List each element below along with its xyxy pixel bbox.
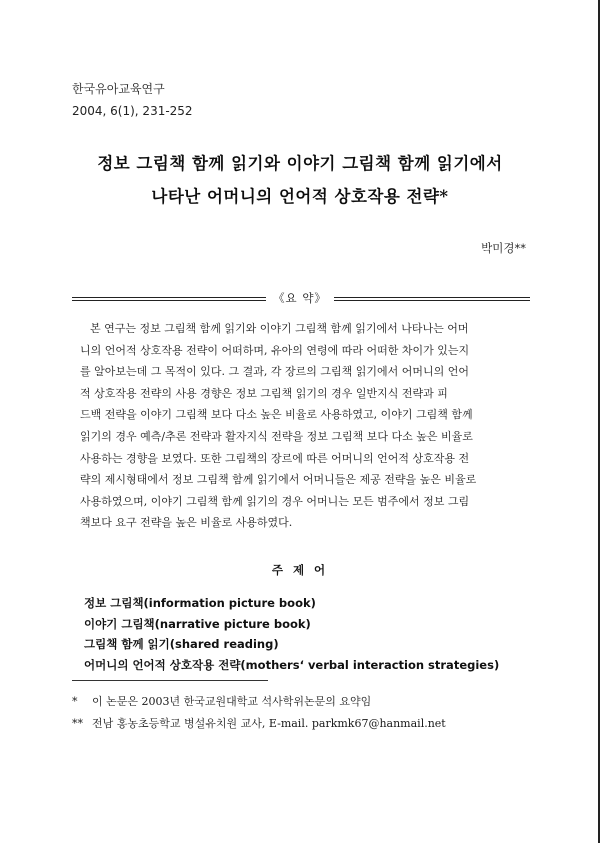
abstract-line: 책보다 요구 전략을 높은 비율로 사용하였다. xyxy=(80,516,293,530)
abstract-line: 읽기의 경우 예측/추론 전략과 활자지식 전략을 정보 그림책 보다 다소 높은 비율로 xyxy=(80,429,473,443)
footnote-2 xyxy=(72,713,446,735)
abstract-line: 적 상호작용 전략의 사용 경향은 정보 그림책 읽기의 경우 일반지식 전략과 피 xyxy=(80,386,448,400)
abstract-body xyxy=(80,318,530,534)
journal-name: 한국유아교육연구 xyxy=(72,82,165,96)
title-line-1: 정보 그림책 함께 읽기와 이야기 그림책 함께 읽기에서 xyxy=(97,154,503,173)
footnote-rule xyxy=(72,680,268,681)
title-line-2: 나타난 어머니의 언어적 상호작용 전략* xyxy=(151,187,449,206)
abstract-rule-left xyxy=(72,297,266,301)
author-name: 박미경** xyxy=(481,241,526,255)
abstract-line: 본 연구는 정보 그림책 함께 읽기와 이야기 그림책 함께 읽기에서 나타나는 어머 xyxy=(90,322,469,335)
abstract-heading: 《요 약》 xyxy=(273,291,327,305)
abstract-line: 사용하였으며, 이야기 그림책 함께 읽기의 경우 어머니는 모든 범주에서 정보 그림 xyxy=(80,494,470,508)
abstract-line: 드백 전략을 이야기 그림책 보다 다소 높은 비율로 사용하였고, 이야기 그림책 함께 xyxy=(80,408,473,422)
abstract-line: 니의 언어적 상호작용 전략이 어떠하며, 유아의 연령에 따라 어떠한 차이가 있는지 xyxy=(80,343,470,357)
abstract-line: 략의 제시형태에서 정보 그림책 함께 읽기에서 어머니들은 제공 전략을 높은 비율로 xyxy=(80,473,477,487)
abstract-line: 를 알아보는데 그 목적이 있다. 그 결과, 각 장르의 그림책 읽기에서 어머니의 언어 xyxy=(80,365,469,379)
abstract-line: 사용하는 경향을 보였다. 또한 그림책의 장르에 따른 어머니의 언어적 상호작용 전 xyxy=(80,451,470,465)
footnote-1 xyxy=(72,691,446,713)
journal-info xyxy=(72,78,193,122)
footnotes xyxy=(72,691,446,735)
keyword-item: 정보 그림책(information picture book) xyxy=(84,596,316,610)
journal-citation: 2004, 6(1), 231-252 xyxy=(72,104,193,118)
footnote-text: 전남 홍농초등학교 병설유치원 교사, E-mail. parkmk67@hanmail.net xyxy=(92,717,446,730)
abstract-rule-right xyxy=(334,297,530,301)
keywords-heading: 주 제 어 xyxy=(271,563,329,577)
footnote-mark: * xyxy=(72,695,78,708)
keyword-item: 이야기 그림책(narrative picture book) xyxy=(84,616,311,631)
keyword-item: 그림책 함께 읽기(shared reading) xyxy=(84,637,279,651)
footnote-mark: ** xyxy=(72,717,83,730)
keyword-item: 어머니의 언어적 상호작용 전략(mothers‘ verbal interaction strategies) xyxy=(84,657,500,672)
keywords-list xyxy=(84,593,499,675)
footnote-text: 이 논문은 2003년 한국교원대학교 석사학위논문의 요약임 xyxy=(92,695,372,708)
